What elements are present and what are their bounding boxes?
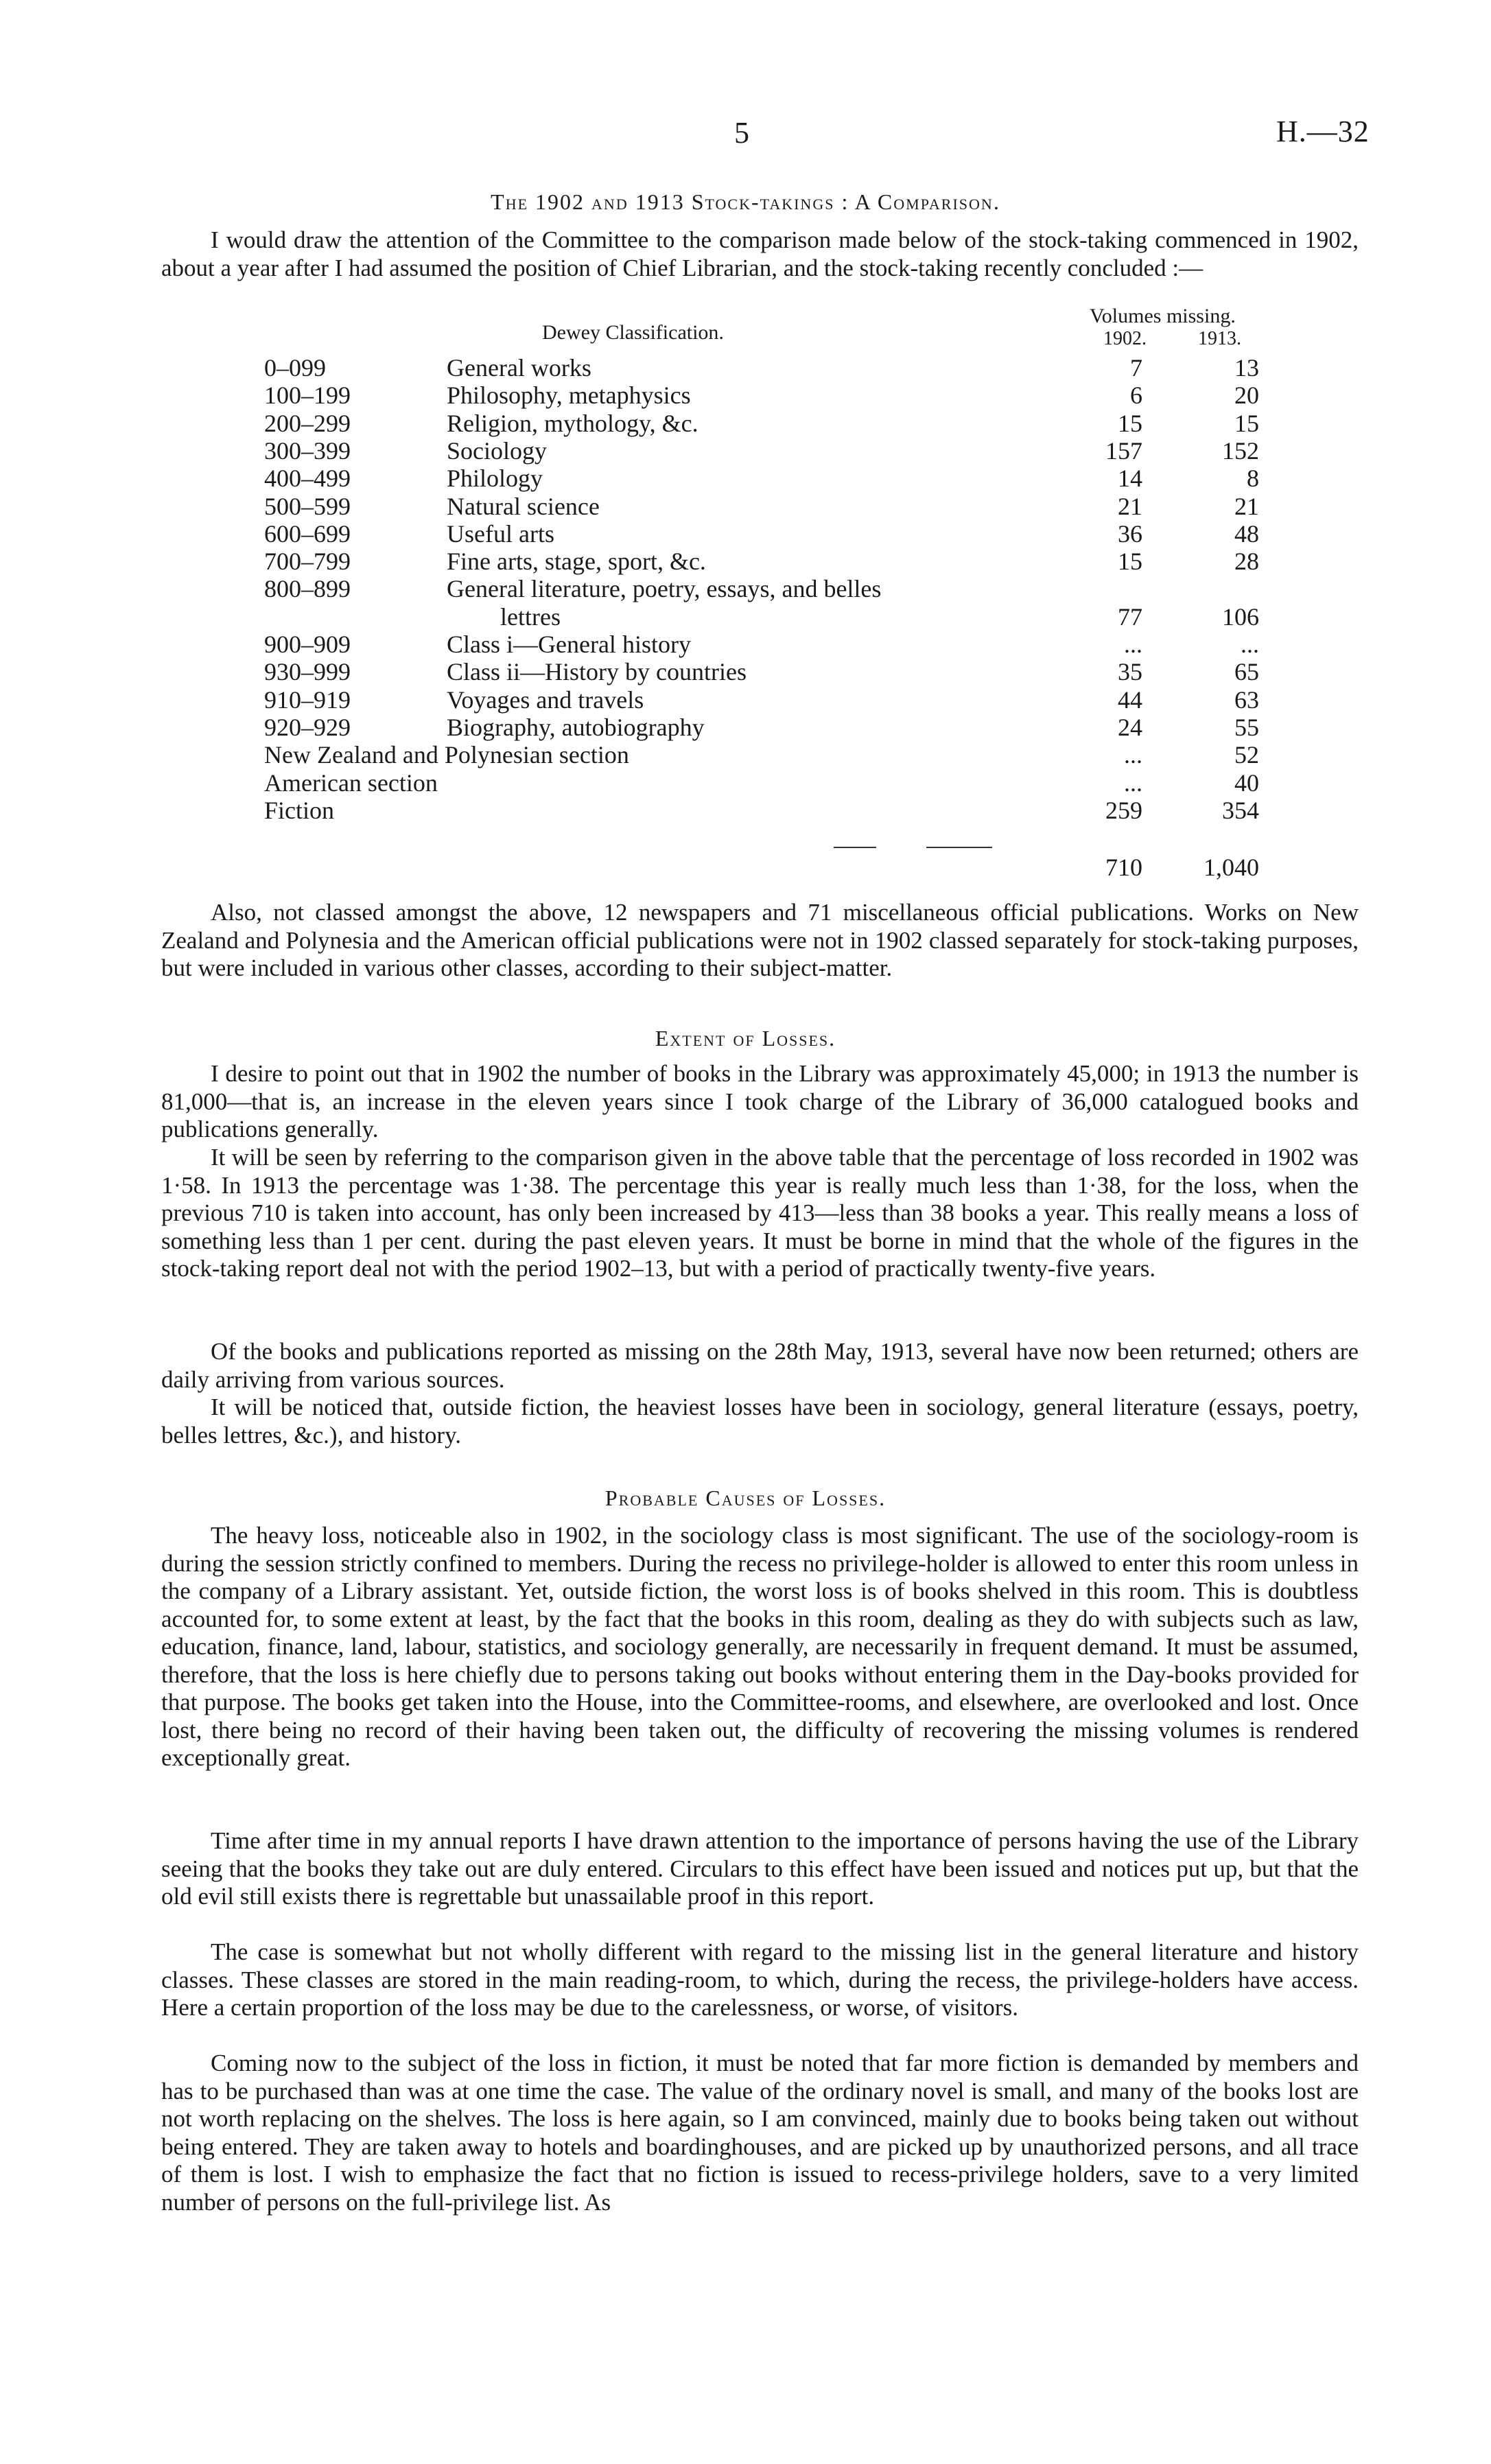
row-missing-1913: 65 [1234,658,1259,686]
row-classification-code: 0–099 [264,354,326,382]
table-row [264,353,1276,381]
row-classification-code: 900–909 [264,631,351,658]
causes-paragraph-4: Coming now to the subject of the loss in fiction, it must be noted that far more fiction is demanded by members and has to be purchased than was at one time the case. The value of the ordinary novel is small, and many of the books lost are not worth replacing on the shelves. The loss is here again, so I am convinced, mainly due to books being taken out without being entered. They are taken away to hotels and boardinghouses, and are picked up by unauthorized persons, and all trace of them is lost. I wish to emphasize the fact that no fiction is issued to recess-privilege holders, save to a very limited number of persons on the full-privilege list. As [161,2050,1359,2216]
table-row [264,464,1276,491]
row-subject: Natural science [447,492,600,520]
row-subject: Religion, mythology, &c. [447,409,698,437]
row-missing-1902: 157 [1105,436,1142,465]
table-row [264,740,1276,768]
row-classification-code: 800–899 [264,575,351,603]
row-subject: Biography, autobiography [447,713,705,741]
row-classification-code: 600–699 [264,519,351,548]
row-missing-1913: 20 [1234,382,1259,410]
row-missing-1913: 152 [1222,436,1259,465]
table-row [264,685,1276,713]
table-row [264,796,1276,823]
row-classification-code: 910–919 [264,685,351,714]
row-classification-code: 400–499 [264,465,351,493]
causes-paragraph-3: The case is somewhat but not wholly different with regard to the missing list in the general literature and history classes. These classes are stored in the main reading-room, to which, during the recess, the privilege-holders have access. Here a certain proportion of the loss may be due to the carelessness, or worse, of visitors. [161,1938,1359,2021]
row-missing-1902: 15 [1118,548,1142,576]
row-missing-1913: 55 [1234,713,1259,741]
table-row [264,630,1276,657]
row-missing-1902: 24 [1118,713,1142,741]
table-row [264,409,1276,436]
table-row [264,519,1276,547]
row-classification-code: 920–929 [264,713,351,741]
section-heading-stock-takings: The 1902 and 1913 Stock-takings : A Comparison. [491,189,1000,214]
row-subject: Voyages and travels [447,685,644,714]
row-classification-code: 200–299 [264,409,351,437]
row-subject: Class ii—History by countries [447,658,747,686]
row-missing-1913: 63 [1234,685,1259,714]
table-row [264,547,1276,574]
row-subject: lettres [500,602,561,631]
row-subject: Fine arts, stage, sport, &c. [447,548,706,576]
row-subject: General literature, poetry, essays, and belles [447,575,882,603]
row-missing-1902: 14 [1118,465,1142,493]
row-subject: American section [264,768,438,797]
not-classed-paragraph: Also, not classed amongst the above, 12 newspapers and 71 miscellaneous official publications. Works on New Zealand and Polynesia and the American official publications were not in 1902 classed separately for stock-taking purposes, but were included in various other classes, according to their subject-matter. [161,899,1359,981]
table-row [264,381,1276,408]
table-row [264,713,1276,740]
row-missing-1902: 21 [1118,492,1142,520]
row-missing-1913: ... [1241,631,1259,658]
table-row [264,657,1276,685]
total-rule-1902 [834,847,876,848]
total-1913: 1,040 [1204,854,1259,881]
row-missing-1902: 259 [1105,796,1142,824]
row-missing-1902: 77 [1118,602,1142,631]
extent-paragraph-1: I desire to point out that in 1902 the number of books in the Library was approximately 45,000; in 1913 the number is 81,000—that is, an increase in the eleven years since I took charge of the Library of 36,000 catalogued books and publications generally. [161,1060,1359,1142]
table-row [264,602,1276,630]
section-heading-probable-causes: Probable Causes of Losses. [604,1486,887,1510]
total-rule-1913 [926,847,992,848]
row-missing-1902: 7 [1130,354,1142,382]
row-subject: Philosophy, metaphysics [447,382,691,410]
row-missing-1913: 106 [1222,602,1259,631]
table-row [264,768,1276,796]
row-classification-code: 500–599 [264,492,351,520]
page-number: 5 [734,116,749,150]
row-classification-code: 930–999 [264,658,351,686]
row-missing-1902: ... [1124,768,1142,797]
row-subject: Sociology [447,436,548,465]
extent-paragraph-3: Of the books and publications reported as missing on the 28th May, 1913, several have now been returned; others are daily arriving from various sources. [161,1338,1359,1393]
intro-paragraph: I would draw the attention of the Committee to the comparison made below of the stock-taking commenced in 1902, about a year after I had assumed the position of Chief Librarian, and the stock-taking recently concluded :— [161,226,1359,281]
row-missing-1913: 40 [1234,768,1259,797]
row-missing-1913: 13 [1234,354,1259,382]
table-row [264,492,1276,519]
extent-paragraph-2: It will be seen by referring to the comparison given in the above table that the percentage of loss recorded in 1902 was 1·58. In 1913 the percentage was 1·38. The percentage this year is really much less than 1·38, for the loss, when the previous 710 is taken into account, has only been increased by 413—less than 38 books a year. This really means a loss of something less than 1 per cent. during the past eleven years. It must be borne in mind that the whole of the figures in the stock-taking report deal not with the period 1902–13, but with a period of practically twenty-five years. [161,1144,1359,1282]
row-missing-1913: 52 [1234,741,1259,769]
table-header-1902: 1902. [1103,328,1147,349]
row-subject: New Zealand and Polynesian section [264,741,629,769]
row-missing-1913: 48 [1234,519,1259,548]
table-header-1913: 1913. [1198,328,1241,349]
row-missing-1902: 36 [1118,519,1142,548]
row-subject: Philology [447,465,543,493]
row-classification-code: 300–399 [264,436,351,465]
table-header-missing: Volumes missing. [1090,305,1236,327]
row-missing-1902: 6 [1130,382,1142,410]
row-missing-1902: 44 [1118,685,1142,714]
table-row [264,574,1276,602]
table-header-classification: Dewey Classification. [542,321,724,344]
section-heading-extent-of-losses: Extent of Losses. [655,1026,836,1051]
causes-paragraph-1: The heavy loss, noticeable also in 1902, in the sociology class is most significant. The use of the sociology-room is during the session strictly confined to members. During the recess no privilege-holder is allowed to enter this room unless in the company of a Library assistant. Yet, outside fiction, the worst loss is of books shelved in this room. This is doubtless accounted for, to some extent at least, by the fact that the books in this room, dealing as they do with subjects such as law, education, finance, land, labour, statistics, and sociology generally, are necessarily in frequent demand. It must be assumed, therefore, that the loss is here chiefly due to persons taking out books without entering them in the Day-books provided for that purpose. The books get taken into the House, into the Committee-rooms, and elsewhere, are overlooked and lost. Once lost, there being no record of their having been taken out, the difficulty of recovering the missing volumes is rendered exceptionally great. [161,1522,1359,1771]
row-subject: General works [447,354,591,382]
row-subject: Useful arts [447,519,554,548]
row-missing-1913: 15 [1234,409,1259,437]
row-missing-1913: 21 [1234,492,1259,520]
row-missing-1913: 8 [1247,465,1259,493]
row-classification-code: 100–199 [264,382,351,410]
row-missing-1902: ... [1124,631,1142,658]
row-missing-1902: 35 [1118,658,1142,686]
row-subject: Fiction [264,796,335,824]
row-classification-code: 700–799 [264,548,351,576]
extent-paragraph-4: It will be noticed that, outside fiction, the heaviest losses have been in sociology, general literature (essays, poetry, belles lettres, &c.), and history. [161,1394,1359,1448]
table-row [264,436,1276,464]
row-missing-1913: 28 [1234,548,1259,576]
causes-paragraph-2: Time after time in my annual reports I have drawn attention to the importance of persons having the use of the Library seeing that the books they take out are duly entered. Circulars to this effect have been issued and notices put up, but that the old evil still exists there is regrettable but unassailable proof in this report. [161,1827,1359,1910]
row-subject: Class i—General history [447,631,691,658]
row-missing-1902: 15 [1118,409,1142,437]
row-missing-1902: ... [1124,741,1142,769]
row-missing-1913: 354 [1222,796,1259,824]
total-1902: 710 [1105,854,1142,881]
document-reference: H.—32 [1276,115,1370,148]
